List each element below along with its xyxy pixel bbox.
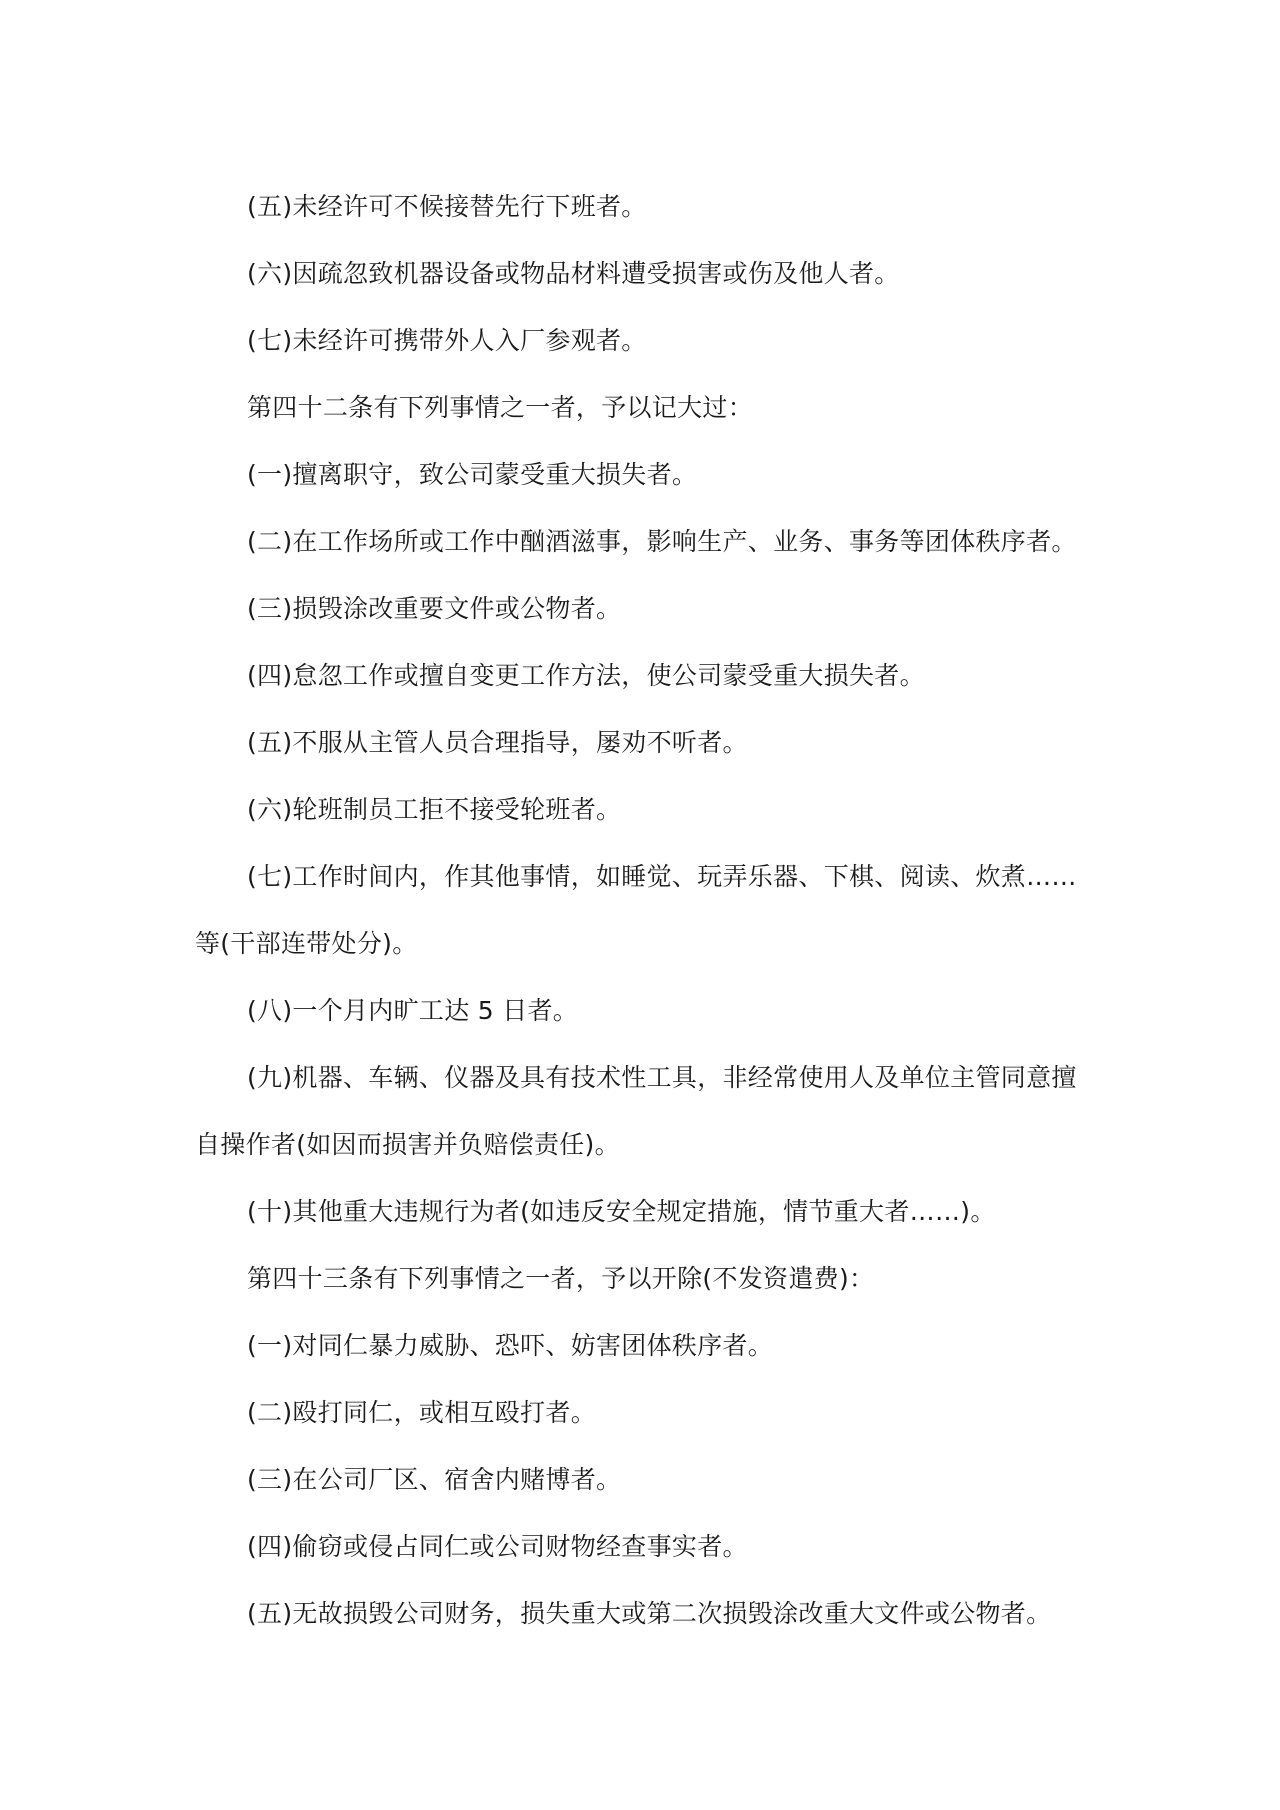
clause-item: (一)对同仁暴力威胁、恐吓、妨害团体秩序者。 bbox=[247, 1331, 774, 1360]
clause-item: (九)机器、车辆、仪器及具有技术性工具，非经常使用人及单位主管同意擅自操作者(如因而损害并负赔偿责任)。 bbox=[195, 1063, 1077, 1159]
clause-item: (六)轮班制员工拒不接受轮班者。 bbox=[247, 795, 622, 824]
clause-item: (二)殴打同仁，或相互殴打者。 bbox=[247, 1398, 597, 1427]
clause-item: (六)因疏忽致机器设备或物品材料遭受损害或伤及他人者。 bbox=[247, 259, 900, 288]
clause-item: (七)未经许可携带外人入厂参观者。 bbox=[247, 326, 647, 355]
clause-item: (五)不服从主管人员合理指导，屡劝不听者。 bbox=[247, 728, 748, 757]
article-heading: 第四十二条有下列事情之一者，予以记大过： bbox=[247, 393, 754, 422]
clause-item: (二)在工作场所或工作中酗酒滋事，影响生产、业务、事务等团体秩序者。 bbox=[247, 527, 1077, 556]
clause-item: (三)在公司厂区、宿舍内赌博者。 bbox=[247, 1465, 622, 1494]
clause-item: (三)损毁涂改重要文件或公物者。 bbox=[247, 594, 622, 623]
document-page bbox=[195, 173, 1089, 1647]
clause-item: (五)无故损毁公司财务，损失重大或第二次损毁涂改重大文件或公物者。 bbox=[247, 1599, 1052, 1628]
article-heading: 第四十三条有下列事情之一者，予以开除(不发资遣费)： bbox=[247, 1264, 875, 1293]
clause-item: (一)擅离职守，致公司蒙受重大损失者。 bbox=[247, 460, 698, 489]
clause-item: (八)一个月内旷工达 5 日者。 bbox=[247, 996, 579, 1025]
clause-item: (十)其他重大违规行为者(如违反安全规定措施，情节重大者……)。 bbox=[247, 1197, 996, 1226]
clause-item: (四)偷窃或侵占同仁或公司财物经查事实者。 bbox=[247, 1532, 748, 1561]
clause-item: (七)工作时间内，作其他事情，如睡觉、玩弄乐器、下棋、阅读、炊煮……等(干部连带处分)。 bbox=[195, 862, 1077, 958]
clause-item: (四)怠忽工作或擅自变更工作方法，使公司蒙受重大损失者。 bbox=[247, 661, 925, 690]
clause-item: (五)未经许可不候接替先行下班者。 bbox=[247, 192, 647, 221]
